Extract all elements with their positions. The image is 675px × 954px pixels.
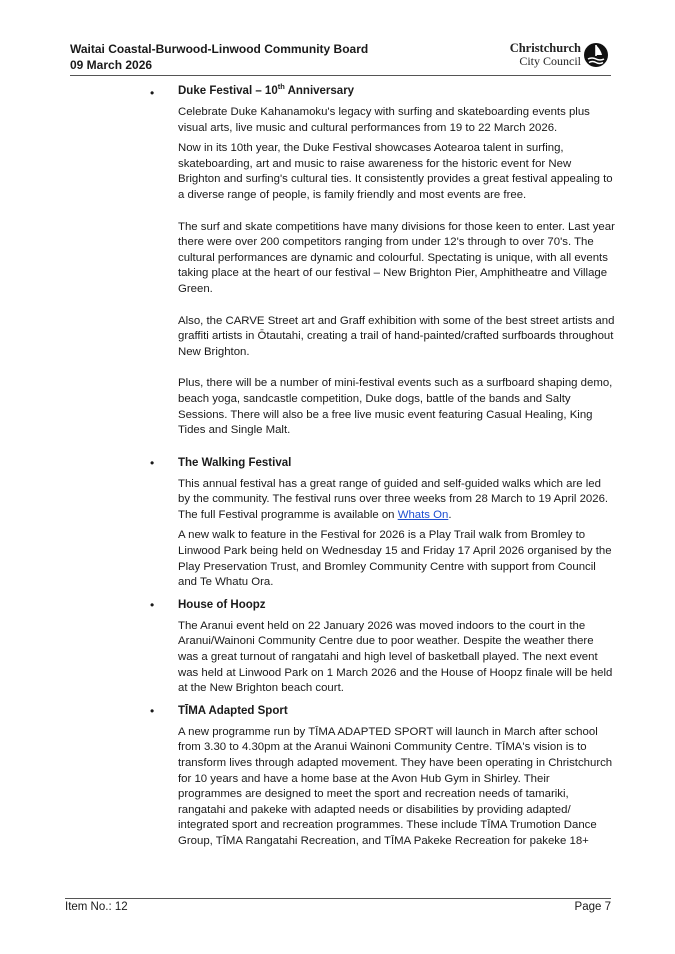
paragraph: Celebrate Duke Kahanamoku's legacy with surfing and skateboarding events plus visual arts, live music and cultural performances from 19 to 22 March 2026. [178,106,590,134]
section-title [178,83,618,99]
page-number: Page 7 [574,901,611,913]
footer-divider [65,898,611,899]
paragraph: The Aranui event held on 22 January 2026 was moved indoors to the court in the Aranui/Wainoni Community Centre due to poor weather. Despite the weather there was a great turnout of rangatahi and high level of basketball played. The next event was held at Linwood Park on 1 March 2026 and the House of Hoopz finale will be held at the New Brighton beach court. [178,619,613,695]
bullet: • [150,597,155,612]
title-superscript: th [277,82,285,92]
section-house-of-hoopz [0,597,675,697]
paragraph-end: . [448,508,452,521]
logo-line-2: City Council [519,54,581,68]
page-header [70,41,611,75]
item-number: Item No.: 12 [65,901,128,913]
section-title: TĪMA Adapted Sport [178,704,288,717]
council-emblem-icon [583,42,609,68]
paragraph: Plus, there will be a number of mini-festival events such as a surfboard shaping demo, beach yoga, sandcastle competition, Duke dogs, battle of the bands and Salty Sessions. There will also be a free live music event featuring Casual Healing, King Tides and Single Malt. [178,377,613,437]
paragraph: A new programme run by TĪMA ADAPTED SPORT will launch in March after school from 3.30 to 4.30pm at the Aranui Wainoni Community Centre. TĪMA's vision is to transform lives through adapted movement. They have been operating in Christchurch for 10 years and have a home base at the Avon Hub Gym in Shirley. Their programmes are designed to meet the sport and recreation needs of tamariki, rangatahi and pakeke with adapted needs or disabilities by providing adapted/ integrated sport and recreation programmes. These include TĪMA Trumotion Dance Group, TĪMA Rangatahi Recreation, and TĪMA Pakeke Recreation for pakeke 18+ [178,725,613,847]
paragraph: Also, the CARVE Street art and Graff exhibition with some of the best street artists and graffiti artists in Ōtautahi, creating a trail of hand-painted/crafted surfboards throughout New Brighton. [178,314,615,358]
paragraph [178,477,616,524]
title-rest: Anniversary [284,85,355,97]
logo-text [510,42,581,67]
section-tima-adapted-sport [0,703,675,850]
paragraph: A new walk to feature in the Festival for 2026 is a Play Trail walk from Bromley to Linwood Park being held on Wednesday 15 and Friday 17 April 2026 organised by the Play Preservation Trust, and Bromley Community Centre with support from Council and Te Whatu Ora. [178,529,612,589]
meeting-date: 09 March 2026 [70,58,153,72]
header-divider [70,75,611,76]
whats-on-link[interactable]: Whats On [397,508,449,521]
council-logo [501,41,611,71]
paragraph: The surf and skate competitions have many divisions for those keen to enter. Last year there were over 200 competitors ranging from under 12's through to over 70's. The cultural performances are dynamic and colourful. Spectating is unique, with all events taking place at the heart of our festival – New Brighton Pier, Amphitheatre and Village Green. [178,220,615,295]
section-duke-festival [0,83,675,439]
paragraph-text: This annual festival has a great range of guided and self-guided walks which are led by the community. The festival runs over three weeks from 28 March to 19 April 2026. The full Festival programme is available on [178,477,609,521]
bullet: • [150,455,155,470]
bullet: • [150,703,155,718]
section-title: House of Hoopz [178,598,266,611]
section-title: The Walking Festival [178,456,292,469]
board-name: Waitai Coastal-Burwood-Linwood Community Board [70,42,369,56]
title-main: Duke Festival – 10 [178,85,278,97]
section-walking-festival [0,455,675,591]
bullet: • [150,86,155,100]
logo-line-1: Christchurch [509,41,581,55]
document-body [0,80,675,850]
paragraph: Now in its 10th year, the Duke Festival showcases Aotearoa talent in surfing, skateboarding, art and music to raise awareness for the historic event for New Brighton and surfing's cultural ties. It consistently provides a great festival appealing to a diverse range of people, is family friendly and most events are free. [178,142,613,201]
header-title-block [70,41,368,73]
